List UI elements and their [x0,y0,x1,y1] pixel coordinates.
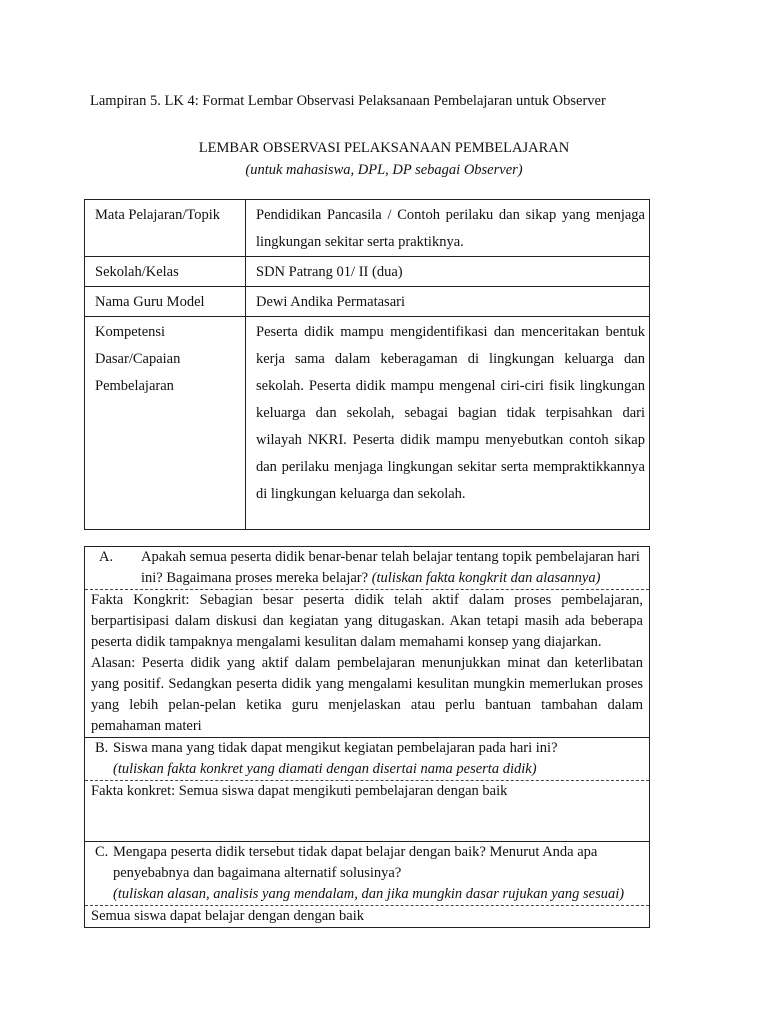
question-a-text: Apakah semua peserta didik benar-benar telah belajar tentang topik pembelajaran hari ini? Bagaimana proses mereka belajar? [141,549,640,586]
question-c-body [113,842,641,905]
answer-a-fakta: Fakta Kongkrit: Sebagian besar peserta didik telah aktif dalam proses pembelajaran, berpartisipasi dalam diskusi dan kegiatan yang ditugaskan. Akan tetapi masih ada beberapa peserta didik tampaknya mengalami kesulitan dalam memahami konsep yang diajarkan. [91,592,643,650]
row-label-teacher: Nama Guru Model [85,287,246,317]
question-c [85,842,649,906]
document-caption: Lampiran 5. LK 4: Format Lembar Observasi Pelaksanaan Pembelajaran untuk Observer [90,93,606,109]
row-label-competency [85,317,246,530]
row-value-teacher: Dewi Andika Permatasari [246,287,650,317]
row-value-competency: Peserta didik mampu mengidentifikasi dan menceritakan bentuk kerja sama dalam keberagaman di lingkungan keluarga dan sekolah. Peserta didik mampu mengenal ciri-ciri fisik lingkungan keluarga dan sekolah, sebagai bagian tidak terpisahkan dari wilayah NKRI. Peserta didik mampu menyebutkan contoh sikap dan perilaku menjaga lingkungan sekitar serta mempraktikkannya di lingkungan keluarga dan sekolah. [246,317,650,530]
answer-b: Fakta konkret: Semua siswa dapat mengikuti pembelajaran dengan baik [85,781,649,842]
competency-label-line: Pembelajaran [95,378,174,394]
answer-a [85,590,649,738]
question-b-text: Siswa mana yang tidak dapat mengikut kegiatan pembelajaran pada hari ini? [113,740,558,756]
question-c-hint: (tuliskan alasan, analisis yang mendalam, dan jika mungkin dasar rujukan yang sesuai) [113,886,625,902]
row-value-topic: Pendidikan Pancasila / Contoh perilaku dan sikap yang menjaga lingkungan sekitar serta praktiknya. [246,200,650,257]
question-c-label: C. [95,844,109,860]
question-a-hint: (tuliskan fakta kongkrit dan alasannya) [371,570,601,586]
question-b [85,738,649,781]
question-a [85,547,649,590]
row-label-school: Sekolah/Kelas [85,257,246,287]
row-value-school: SDN Patrang 01/ II (dua) [246,257,650,287]
question-a-line [95,547,641,589]
row-label-topic: Mata Pelajaran/Topik [85,200,246,257]
question-c-text: Mengapa peserta didik tersebut tidak dapat belajar dengan baik? Menurut Anda apa penyebabnya dan bagaimana alternatif solusinya? [113,844,598,881]
form-subtitle: (untuk mahasiswa, DPL, DP sebagai Observer) [245,162,523,178]
observation-box [84,546,650,928]
table-row [85,317,650,530]
question-b-label: B. [95,740,109,756]
table-row [85,287,650,317]
info-table [84,199,650,530]
question-b-line [95,738,641,780]
answer-a-alasan: Alasan: Peserta didik yang aktif dalam pembelajaran menunjukkan minat dan keterlibatan yang positif. Sedangkan peserta didik yang mengalami kesulitan mungkin memerlukan proses yang lebih pelan-pelan ketika guru menjelaskan atau perlu bantuan tambahan dalam pemahaman materi [91,655,643,734]
question-b-body [113,738,641,780]
question-a-body [141,547,641,589]
question-a-label: A. [99,549,114,565]
question-b-hint: (tuliskan fakta konkret yang diamati dengan disertai nama peserta didik) [113,761,537,777]
table-row [85,200,650,257]
question-c-line [95,842,641,905]
competency-label-line: Kompetensi [95,324,166,340]
competency-label-line: Dasar/Capaian [95,351,181,367]
answer-c: Semua siswa dapat belajar dengan dengan baik [91,908,364,924]
table-row [85,257,650,287]
form-title: LEMBAR OBSERVASI PELAKSANAAN PEMBELAJARAN [198,140,570,156]
